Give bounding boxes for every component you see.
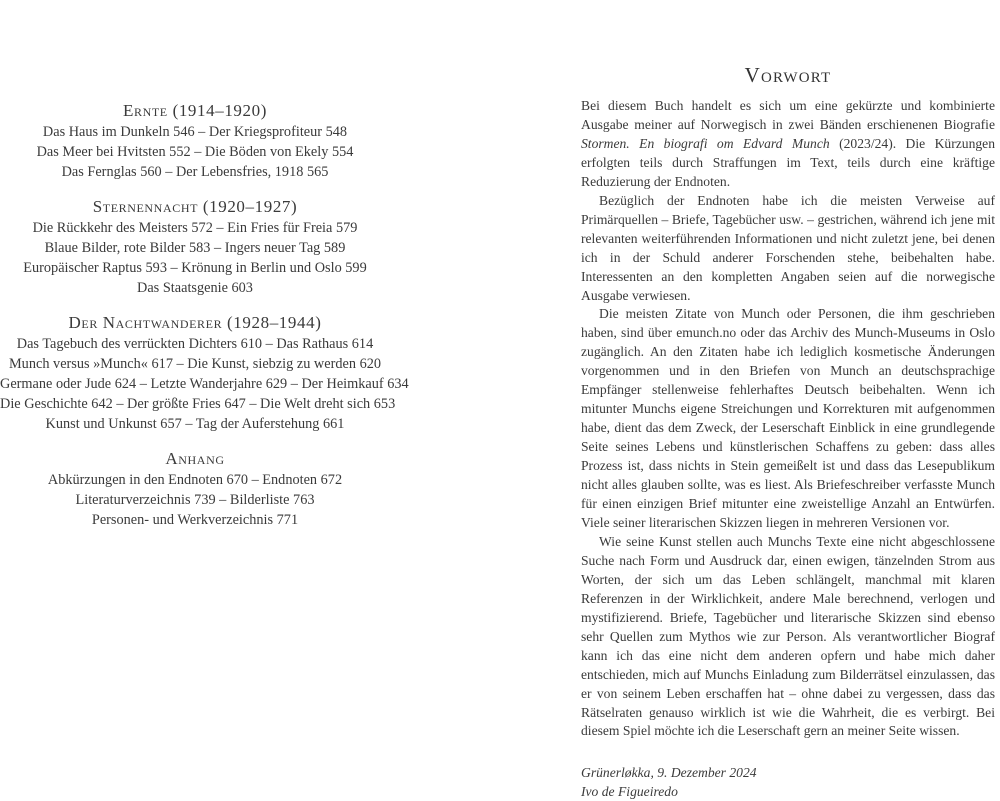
toc-entry: Das Fernglas 560 – Der Lebensfries, 1918 565 — [61, 164, 329, 180]
toc-entry: Das Haus im Dunkeln 546 – Der Kriegsprofiteur 548 — [42, 124, 348, 140]
toc-entry: Die Geschichte 642 – Der größte Fries 647 – Die Welt dreht sich 653 — [0, 396, 396, 412]
toc-section-anhang — [0, 448, 390, 530]
toc-heading: Sternennacht (1920–1927) — [92, 197, 298, 216]
toc-entry: Das Tagebuch des verrückten Dichters 610 – Das Rathaus 614 — [16, 336, 374, 352]
toc-entry: Das Meer bei Hvitsten 552 – Die Böden von Ekely 554 — [36, 144, 354, 160]
place-date: Grünerløkka, 9. Dezember 2024 — [581, 765, 757, 781]
toc-entry: Europäischer Raptus 593 – Krönung in Berlin und Oslo 599 — [23, 260, 367, 276]
toc-entry: Literaturverzeichnis 739 – Bilderliste 763 — [75, 492, 315, 508]
foreword-paragraph — [581, 97, 995, 192]
foreword-title: Vorwort — [744, 63, 832, 87]
toc-section-nachtwanderer — [0, 312, 409, 434]
book-title: Stormen. En biografi om Edvard Munch — [581, 135, 830, 151]
toc-heading: Der Nachtwanderer (1928–1944) — [68, 313, 322, 332]
toc-heading: Ernte (1914–1920) — [123, 101, 267, 120]
toc-section-sternennacht — [0, 196, 390, 298]
author-name: Ivo de Figueiredo — [581, 784, 678, 800]
toc-entry: Munch versus »Munch« 617 – Die Kunst, siebzig zu werden 620 — [8, 356, 382, 372]
toc-entry: Germane oder Jude 624 – Letzte Wanderjahre 629 – Der Heimkauf 634 — [0, 376, 409, 392]
toc-entry: Blaue Bilder, rote Bilder 583 – Ingers neuer Tag 589 — [44, 240, 346, 256]
foreword-paragraph: Die meisten Zitate von Munch oder Personen, die ihm geschrieben haben, sind über emunch.no oder das Archiv des Munch-Museums in Oslo zugänglich. An den Zitaten habe ich lediglich kosmetische Änderungen vorgenommen und in den Briefen von Munch an deutschsprachige Empfänger stellenweise fehlerhaftes Deutsch beibehalten. Wenn ich mitunter Munchs eigene Streichungen und Korrekturen mit aufgenommen habe, dient das dem Zweck, der Leserschaft Einblick in eine grundlegende Seite seines Lebens und künstlerischen Schaffens zu geben: dass alles Prozess ist, dass nichts in Stein gemeißelt ist und dass das Lesepublikum nicht alles glauben sollte, was es liest. Als Briefeschreiber verfasste Munch für einen einzigen Brief mitunter eine zweistellige Anzahl an Entwürfen. Viele seiner literarischen Skizzen liegen in mehreren Versionen vor. — [581, 306, 995, 530]
toc-entry: Die Rückkehr des Meisters 572 – Ein Fries für Freia 579 — [32, 220, 358, 236]
toc-heading: Anhang — [165, 449, 225, 468]
toc-entry: Das Staatsgenie 603 — [137, 280, 253, 296]
foreword-paragraph: Bezüglich der Endnoten habe ich die meisten Verweise auf Primärquellen – Briefe, Tagebücher usw. – gestrichen, während ich jene mit relevanten weiterführenden Informationen und nicht zuletzt jene, bei denen ich in der Schuld anderer Forschenden stehe, beibehalten habe. Interessenten an den kompletten Angaben seien auf die norwegische Ausgabe verwiesen. — [581, 192, 995, 303]
toc-entry: Abkürzungen in den Endnoten 670 – Endnoten 672 — [47, 472, 343, 488]
toc-section-ernte — [0, 100, 390, 182]
toc-entry: Kunst und Unkunst 657 – Tag der Auferstehung 661 — [45, 416, 345, 432]
paragraph-text: Bei diesem Buch handelt es sich um eine gekürzte und kombinierte Ausgabe meiner auf Norwegisch in zwei Bänden erschienenen Biografie — [581, 98, 995, 132]
paragraph-text: (2023/24). Die Kürzungen erfolgten teils durch Straffungen im Text, teils durch eine kräftige Reduzierung der Endnoten. — [581, 135, 996, 189]
foreword-paragraph: Wie seine Kunst stellen auch Munchs Texte eine nicht abgeschlossene Suche nach Form und Ausdruck dar, einen ewigen, tänzelnden Strom aus Worten, der sich um das Leben schlängelt, manchmal mit klaren Referenzen in der Wirklichkeit, andere Male berechnend, verlogen und mystifizierend. Briefe, Tagebücher und literarische Skizzen sind ebenso sehr Quellen zum Mythos wie zur Person. Als verantwortlicher Biograf kann ich das eine nicht dem anderen opfern und habe mich daher entschieden, mich auf Munchs Einladung zum Bilderrätsel einzulassen, das er von seinem Leben erschaffen hat – ohne dabei zu vergessen, dass das Rätselraten genauso wirklich ist wie die Wahrheit, die es verbirgt. Bei diesem Spiel möchte ich die Leserschaft gern an meiner Seite wissen. — [581, 533, 995, 739]
foreword — [581, 63, 995, 801]
signature-block — [581, 763, 995, 801]
toc-entry: Personen- und Werkverzeichnis 771 — [91, 512, 299, 528]
table-of-contents — [0, 100, 409, 544]
